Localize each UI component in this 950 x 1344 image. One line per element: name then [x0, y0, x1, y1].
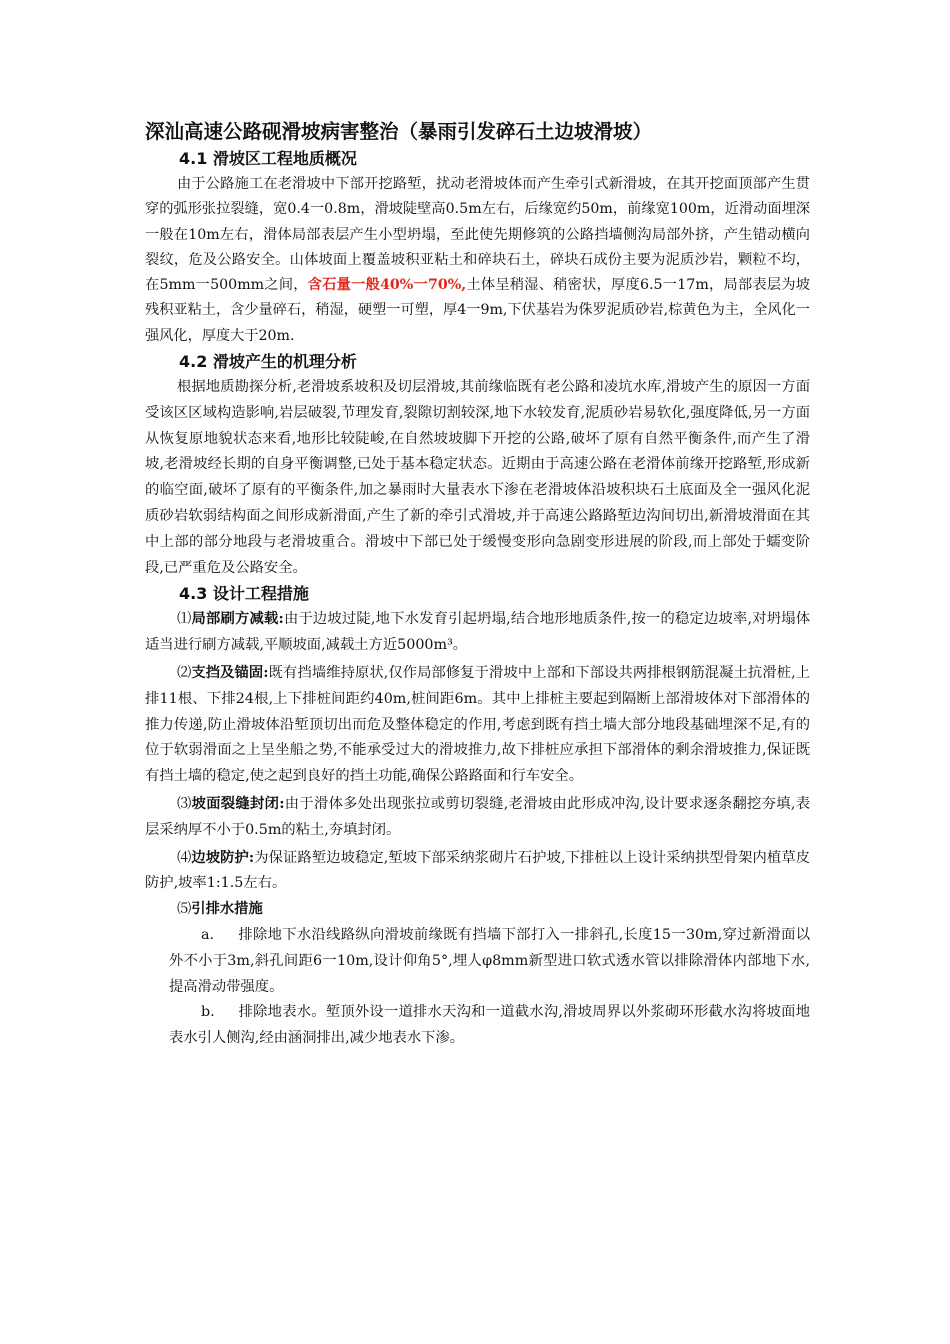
measure-item: [145, 846, 810, 898]
measure-item: [145, 607, 810, 659]
drainage-sub-item-a: a. 排除地下水沿线路纵向滑坡前缘既有挡墙下部打入一排斜孔,长度15一30m,穿过新滑面以外不小于3m,斜孔间距6一10m,设计仰角5°,埋人φ8mm新型进口软式透水管以排除滑体内部地下水,提高滑动带强度。: [169, 927, 810, 995]
document-title: 深汕高速公路砚滑坡病害整治（暴雨引发碎石土边坡滑坡）: [145, 120, 653, 143]
item-number: ⑴: [177, 611, 192, 628]
item-text: 既有挡墙维持原状,仅作局部修复于滑坡中上部和下部设共两排根钢筋混凝土抗滑桩,上排11根、下排24根,上下排桩间距约40m,桩间距6m。其中上排桩主要起到隔断上部滑坡体对下部滑体的推力传递,防止滑坡体沿堑顶切出而危及整体稳定的作用,考虑到既有挡土墙大部分地段基础埋深不足,有的位于软弱滑面之上呈坐船之势,不能承受过大的滑坡推力,故下排桩应承担下部滑体的剩余滑坡推力,保证既有挡土墙的稳定,使之起到良好的挡土功能,确保公路路面和行车安全。: [145, 665, 811, 785]
drainage-sub-item-b: b. 排除地表水。堑顶外设一道排水天沟和一道截水沟,滑坡周界以外浆砌环形截水沟将坡面地表水引人侧沟,经由涵洞排出,减少地表水下渗。: [169, 1004, 810, 1047]
measure-item: [145, 661, 810, 790]
item-label: 坡面裂缝封闭:: [191, 796, 285, 813]
section-heading-4-2: 4.2 滑坡产生的机理分析: [179, 352, 357, 372]
item-number: ⑶: [177, 796, 192, 813]
item-text: 由于边坡过陡,地下水发育引起坍塌,结合地形地质条件,按一的稳定边坡率,对坍塌体适当进行刷方减载,平顺坡面,减载土方近5000m³。: [145, 611, 810, 654]
paragraph-text: 由于公路施工在老滑坡中下部开挖路堑，扰动老滑坡体而产生牵引式新滑坡，在其开挖面顶部产生贯穿的弧形张拉裂缝，宽0.4一0.8m，滑坡陡壁高0.5m左右，后缘宽约50m，前缘宽100m，近滑动面埋深一般在10m左右，滑体局部表层产生小型坍塌，至此使先期修筑的公路挡墙侧沟局部外挤，产生错动横向裂纹，危及公路安全。山体坡面上覆盖坡积亚粘土和碎块石土，碎块石成份主要为泥质沙岩，颗粒不均，在5mm一500mm之间，: [145, 176, 810, 294]
item-label: 引排水措施: [191, 901, 263, 918]
item-number: ⑸: [177, 901, 192, 918]
section-heading-4-1: 4.1 滑坡区工程地质概况: [179, 149, 357, 168]
highlight-text: 含石量一般40%一70%,: [307, 277, 467, 294]
item-label: 边坡防护:: [191, 849, 255, 866]
item-text: 由于滑体多处出现张拉或剪切裂缝,老滑坡由此形成冲沟,设计要求逐条翻挖夯填,表层采纳厚不小于0.5m的粘土,夯填封闭。: [145, 796, 810, 838]
measure-item: [145, 897, 810, 923]
section-heading-4-3: 4.3 设计工程措施: [179, 584, 309, 604]
measure-item: [145, 792, 810, 844]
item-label: 支挡及锚固:: [191, 665, 269, 682]
section-4-2-paragraph: 根据地质勘探分析,老滑坡系坡积及切层滑坡,其前缘临既有老公路和凌坑水库,滑坡产生的原因一方面受该区区域构造影响,岩层破裂,节理发育,裂隙切割较深,地下水较发育,泥质砂岩易软化,强度降低,另一方面从恢复原地貌状态来看,地形比较陡峻,在自然坡坡脚下开挖的公路,破坏了原有自然平衡条件,而产生了滑坡,老滑坡经长期的自身平衡调整,已处于基本稳定状态。近期由于高速公路在老滑体前缘开挖路堑,形成新的临空面,破坏了原有的平衡条件,加之暴雨时大量表水下渗在老滑坡体沿坡积块石土底面及全一强风化泥质砂岩软弱结构面之间形成新滑面,产生了新的牵引式滑坡,并于高速公路路堑边沟间切出,新滑坡滑面在其中上部的部分地段与老滑坡重合。滑坡中下部已处于缓慢变形向急剧变形进展的阶段,而上部处于蠕变阶段,已严重危及公路安全。: [145, 379, 810, 576]
item-number: ⑷: [177, 849, 192, 866]
item-text: 为保证路堑边坡稳定,堑坡下部采纳浆砌片石护坡,下排桩以上设计采纳拱型骨架内植草皮防护,坡率1:1.5左右。: [145, 849, 811, 892]
paragraph-text: 土体呈稍湿、稍密状，厚度6.5一17m，局部表层为坡残积亚粘土，含少量碎石，稍湿，硬塑一可塑，厚4一9m,下伏基岩为侏罗泥质砂岩,棕黄色为主，全风化一强风化，厚度大于20m.: [145, 277, 810, 344]
item-label: 局部刷方减载:: [191, 611, 284, 628]
document-page: [145, 118, 810, 1052]
section-4-1-paragraph: [145, 172, 810, 349]
item-number: ⑵: [177, 665, 192, 682]
